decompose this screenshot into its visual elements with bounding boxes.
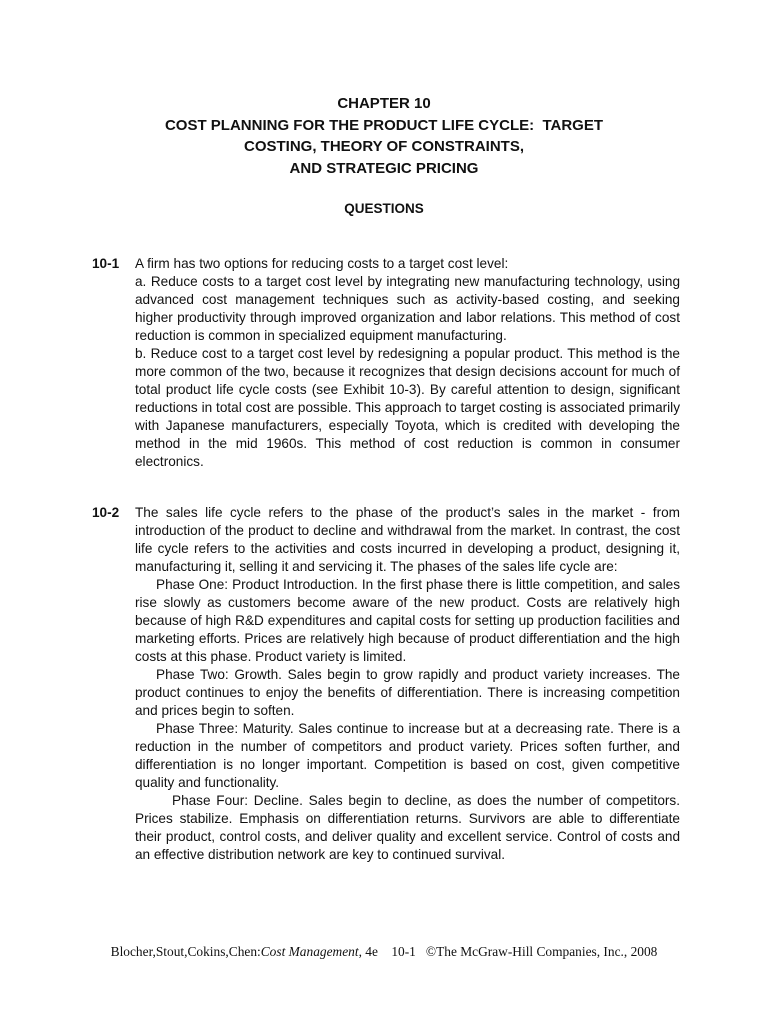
footer-authors: Blocher,Stout,Cokins,Chen: xyxy=(110,944,261,959)
question-paragraph: b. Reduce cost to a target cost level by redesigning a popular product. This method is the more common of the two, because it recognizes that design decisions account for much of total product life cycle costs (see Exhibit 10-3). By careful attention to design, significant reductions in total cost are possible. This approach to target costing is associated primarily with Japanese manufacturers, especially Toyota, which is credited with developing the method in the mid 1960s. This method of cost reduction is common in consumer electronics. xyxy=(135,346,680,469)
section-heading: QUESTIONS xyxy=(344,201,424,216)
question-paragraph: Phase Three: Maturity. Sales continue to increase but at a decreasing rate. There is a reduction in the number of competitors and product variety. Prices soften further, and differentiation is no longer important. Competition is based on cost, given competitive quality and functionality. xyxy=(135,721,680,790)
footer-edition: , 4e xyxy=(358,944,378,959)
question-body xyxy=(135,504,680,864)
footer-book-title: Cost Management xyxy=(260,944,359,959)
page-footer xyxy=(0,943,768,961)
footer-copyright: ©The McGraw-Hill Companies, Inc., 2008 xyxy=(425,944,658,959)
chapter-title-line-2: COSTING, THEORY OF CONSTRAINTS, xyxy=(243,138,524,155)
chapter-title-block xyxy=(0,93,768,179)
question-number: 10-1 xyxy=(92,256,120,271)
chapter-number: CHAPTER 10 xyxy=(337,95,431,112)
chapter-title-line-1: COST PLANNING FOR THE PRODUCT LIFE CYCLE: TARGET xyxy=(164,116,604,134)
footer-page-number: 10-1 xyxy=(391,944,416,959)
question-paragraph: Phase Four: Decline. Sales begin to decline, as does the number of competitors. Prices stabilize. Emphasis on differentiation returns. Survivors are able to differentiate their product, control costs, and deliver quality and excellent service. Control of costs and an effective distribution network are key to continued survival. xyxy=(135,793,680,862)
question-paragraph: a. Reduce costs to a target cost level by integrating new manufacturing technology, using advanced cost management techniques such as activity-based costing, and seeking higher productivity through improved organization and labor relations. This method of cost reduction is common in specialized equipment manufacturing. xyxy=(135,274,680,343)
question-paragraph: The sales life cycle refers to the phase of the product’s sales in the market - from introduction of the product to decline and withdrawal from the market. In contrast, the cost life cycle refers to the activities and costs incurred in developing a product, designing it, manufacturing it, selling it and servicing it. The phases of the sales life cycle are: xyxy=(135,505,680,574)
question-10-1 xyxy=(92,255,680,471)
question-body xyxy=(135,255,680,471)
question-10-2 xyxy=(92,504,680,864)
question-paragraph: Phase One: Product Introduction. In the first phase there is little competition, and sales rise slowly as customers become aware of the new product. Costs are relatively high because of high R&D expenditures and capital costs for setting up production facilities and marketing efforts. Prices are relatively high because of product differentiation and the high costs at this phase. Product variety is limited. xyxy=(135,577,680,664)
question-paragraph: A firm has two options for reducing costs to a target cost level: xyxy=(135,256,509,271)
question-number: 10-2 xyxy=(92,505,120,520)
chapter-title-line-3: AND STRATEGIC PRICING xyxy=(289,159,479,177)
question-paragraph: Phase Two: Growth. Sales begin to grow rapidly and product variety increases. The product continues to enjoy the benefits of differentiation. There is increasing competition and prices begin to soften. xyxy=(135,667,680,718)
